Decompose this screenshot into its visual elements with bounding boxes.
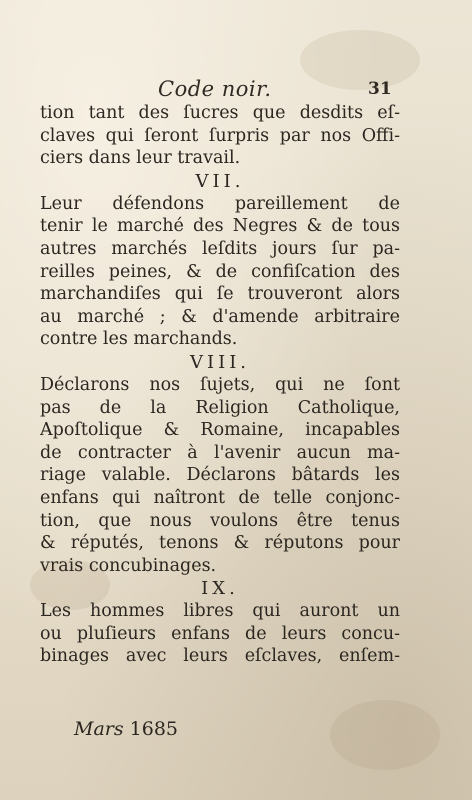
text-line: Apoſtolique & Romaine, incapables bbox=[40, 420, 400, 441]
text-line: Déclarons nos ſujets, qui ne ſont bbox=[40, 374, 400, 395]
catchword-footer bbox=[74, 718, 178, 744]
footer-signature-word: Mars bbox=[74, 718, 124, 740]
text-line: au marché ; & d'amende arbitraire bbox=[40, 306, 400, 327]
text-line: binages avec leurs eſclaves, enſem- bbox=[40, 646, 400, 667]
article-heading: VII. bbox=[195, 170, 245, 192]
text-line: ou pluſieurs enfans de leurs concu- bbox=[40, 623, 400, 644]
text-line: contre les marchands. bbox=[40, 329, 238, 350]
text-line: Leur défendons pareillement de bbox=[40, 193, 400, 214]
running-title: Code noir. bbox=[158, 77, 272, 101]
text-line: de contracter à l'avenir aucun ma- bbox=[40, 442, 400, 463]
text-line: reilles peines, & de confiſcation des bbox=[40, 261, 400, 282]
text-line: tion tant des ſucres que desdits eſ- bbox=[40, 103, 400, 123]
text-line: claves qui ſeront ſurpris par nos Offi- bbox=[40, 125, 400, 146]
text-line: & réputés, tenons & réputons pour bbox=[40, 533, 400, 554]
footer-year: 1685 bbox=[129, 718, 179, 740]
text-line: riage valable. Déclarons bâtards les bbox=[40, 465, 400, 486]
body-text bbox=[40, 102, 400, 668]
text-line: tenir le marché des Negres & de tous bbox=[40, 216, 400, 237]
text-line: marchandiſes qui ſe trouveront alors bbox=[40, 284, 400, 305]
text-line: Les hommes libres qui auront un bbox=[40, 601, 400, 622]
page-number: 31 bbox=[368, 79, 392, 99]
article-heading: VIII. bbox=[189, 351, 251, 373]
running-head bbox=[0, 77, 472, 103]
text-line: pas de la Religion Catholique, bbox=[40, 397, 400, 418]
text-line: enfans qui naîtront de telle conjonc- bbox=[40, 487, 400, 508]
text-line: ciers dans leur travail. bbox=[40, 148, 241, 169]
text-line: vrais concubinages. bbox=[40, 555, 217, 576]
paper-stain bbox=[330, 700, 440, 770]
text-line: autres marchés leſdits jours ſur pa- bbox=[40, 238, 400, 259]
article-heading: IX. bbox=[201, 578, 239, 600]
text-line: tion, que nous voulons être tenus bbox=[40, 510, 400, 531]
